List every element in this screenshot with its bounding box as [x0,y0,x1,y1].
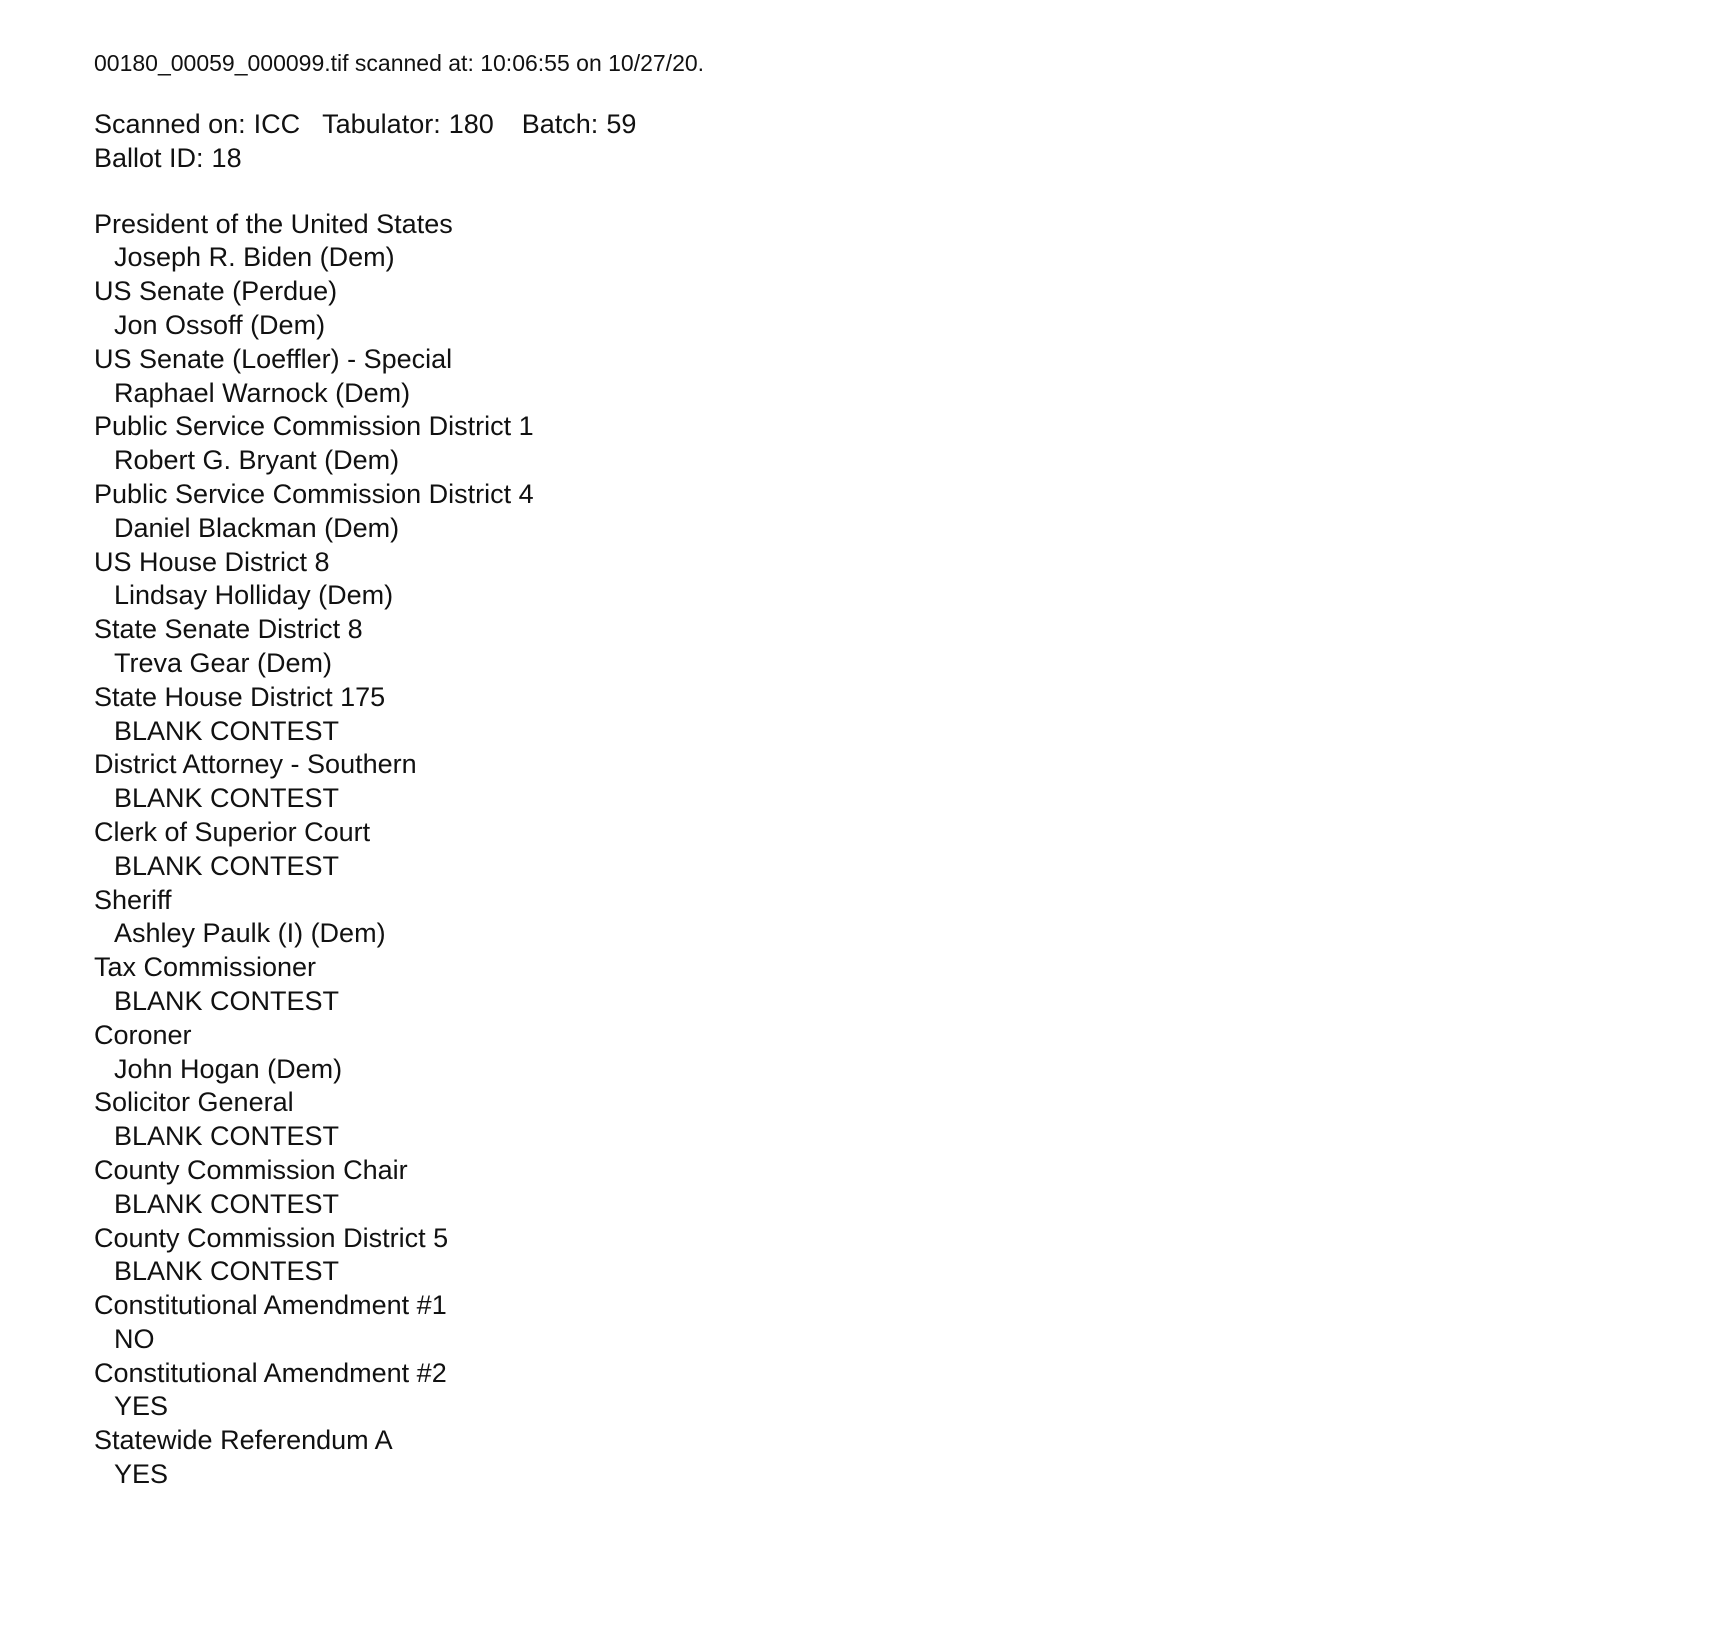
contest-selection: Jon Ossoff (Dem) [114,309,326,340]
contest-row [94,748,1673,816]
batch-label: Batch: [521,109,599,139]
contest-row [94,410,1673,478]
contest-name: Public Service Commission District 4 [94,478,534,509]
contest-row [94,1289,1673,1357]
contest-selection: Joseph R. Biden (Dem) [114,242,395,273]
contest-selection: Robert G. Bryant (Dem) [114,445,400,476]
contest-name: US Senate (Loeffler) - Special [94,343,453,374]
ballot-id-label: Ballot ID: [94,142,204,173]
contest-name: President of the United States [94,208,453,239]
contest-row [94,1086,1673,1154]
contest-name: State House District 175 [94,681,386,712]
contest-row [94,681,1673,749]
contest-selection: Lindsay Holliday (Dem) [114,580,394,611]
contest-row [94,478,1673,546]
contest-selection: BLANK CONTEST [114,783,340,814]
contest-row [94,951,1673,1019]
contest-name: US House District 8 [94,546,330,577]
batch-value: 59 [606,109,637,139]
contest-row [94,1154,1673,1222]
contest-name: Statewide Referendum A [94,1425,393,1456]
contest-row [94,613,1673,681]
contest-selection: Raphael Warnock (Dem) [114,377,411,408]
contest-selection: BLANK CONTEST [114,715,340,746]
scanned-on-label: Scanned on: [94,109,246,139]
contest-selection: Treva Gear (Dem) [114,647,333,678]
ballot-id-value: 18 [211,142,242,173]
contest-row [94,546,1673,614]
contest-row [94,275,1673,343]
contest-selection: YES [114,1459,169,1490]
scan-meta-block [94,108,1673,176]
contest-name: Sheriff [94,884,172,915]
contest-name: County Commission Chair [94,1154,408,1185]
contest-row [94,816,1673,884]
contest-selection: NO [114,1323,155,1354]
contest-selection: BLANK CONTEST [114,1121,340,1152]
tabulator-label: Tabulator: [322,109,441,139]
scanned-on-value: ICC [253,109,301,139]
contest-name: US Senate (Perdue) [94,276,338,307]
contest-row [94,884,1673,952]
tabulator-value: 180 [448,109,494,139]
contest-selection: John Hogan (Dem) [114,1053,343,1084]
contest-name: Constitutional Amendment #1 [94,1290,447,1321]
contest-name: County Commission District 5 [94,1222,449,1253]
contest-row [94,1019,1673,1087]
scan-filename-line: 00180_00059_000099.tif scanned at: 10:06:55 on 10/27/20. [94,50,705,76]
contest-list [94,208,1673,1492]
contest-selection: Daniel Blackman (Dem) [114,512,400,543]
contest-row [94,343,1673,411]
contest-name: District Attorney - Southern [94,749,417,780]
contest-selection: BLANK CONTEST [114,1256,340,1287]
contest-selection: BLANK CONTEST [114,985,340,1016]
contest-selection: Ashley Paulk (I) (Dem) [114,918,386,949]
contest-name: Solicitor General [94,1087,294,1118]
contest-row [94,208,1673,276]
contest-row [94,1424,1673,1492]
contest-name: Clerk of Superior Court [94,816,371,847]
contest-selection: YES [114,1391,169,1422]
contest-name: Coroner [94,1019,192,1050]
contest-row [94,1222,1673,1290]
contest-row [94,1357,1673,1425]
contest-name: State Senate District 8 [94,614,363,645]
scan-meta-line [94,108,1673,142]
contest-name: Constitutional Amendment #2 [94,1357,447,1388]
contest-selection: BLANK CONTEST [114,1188,340,1219]
contest-selection: BLANK CONTEST [114,850,340,881]
contest-name: Tax Commissioner [94,952,317,983]
ballot-id-line [94,142,1673,176]
contest-name: Public Service Commission District 1 [94,411,534,442]
